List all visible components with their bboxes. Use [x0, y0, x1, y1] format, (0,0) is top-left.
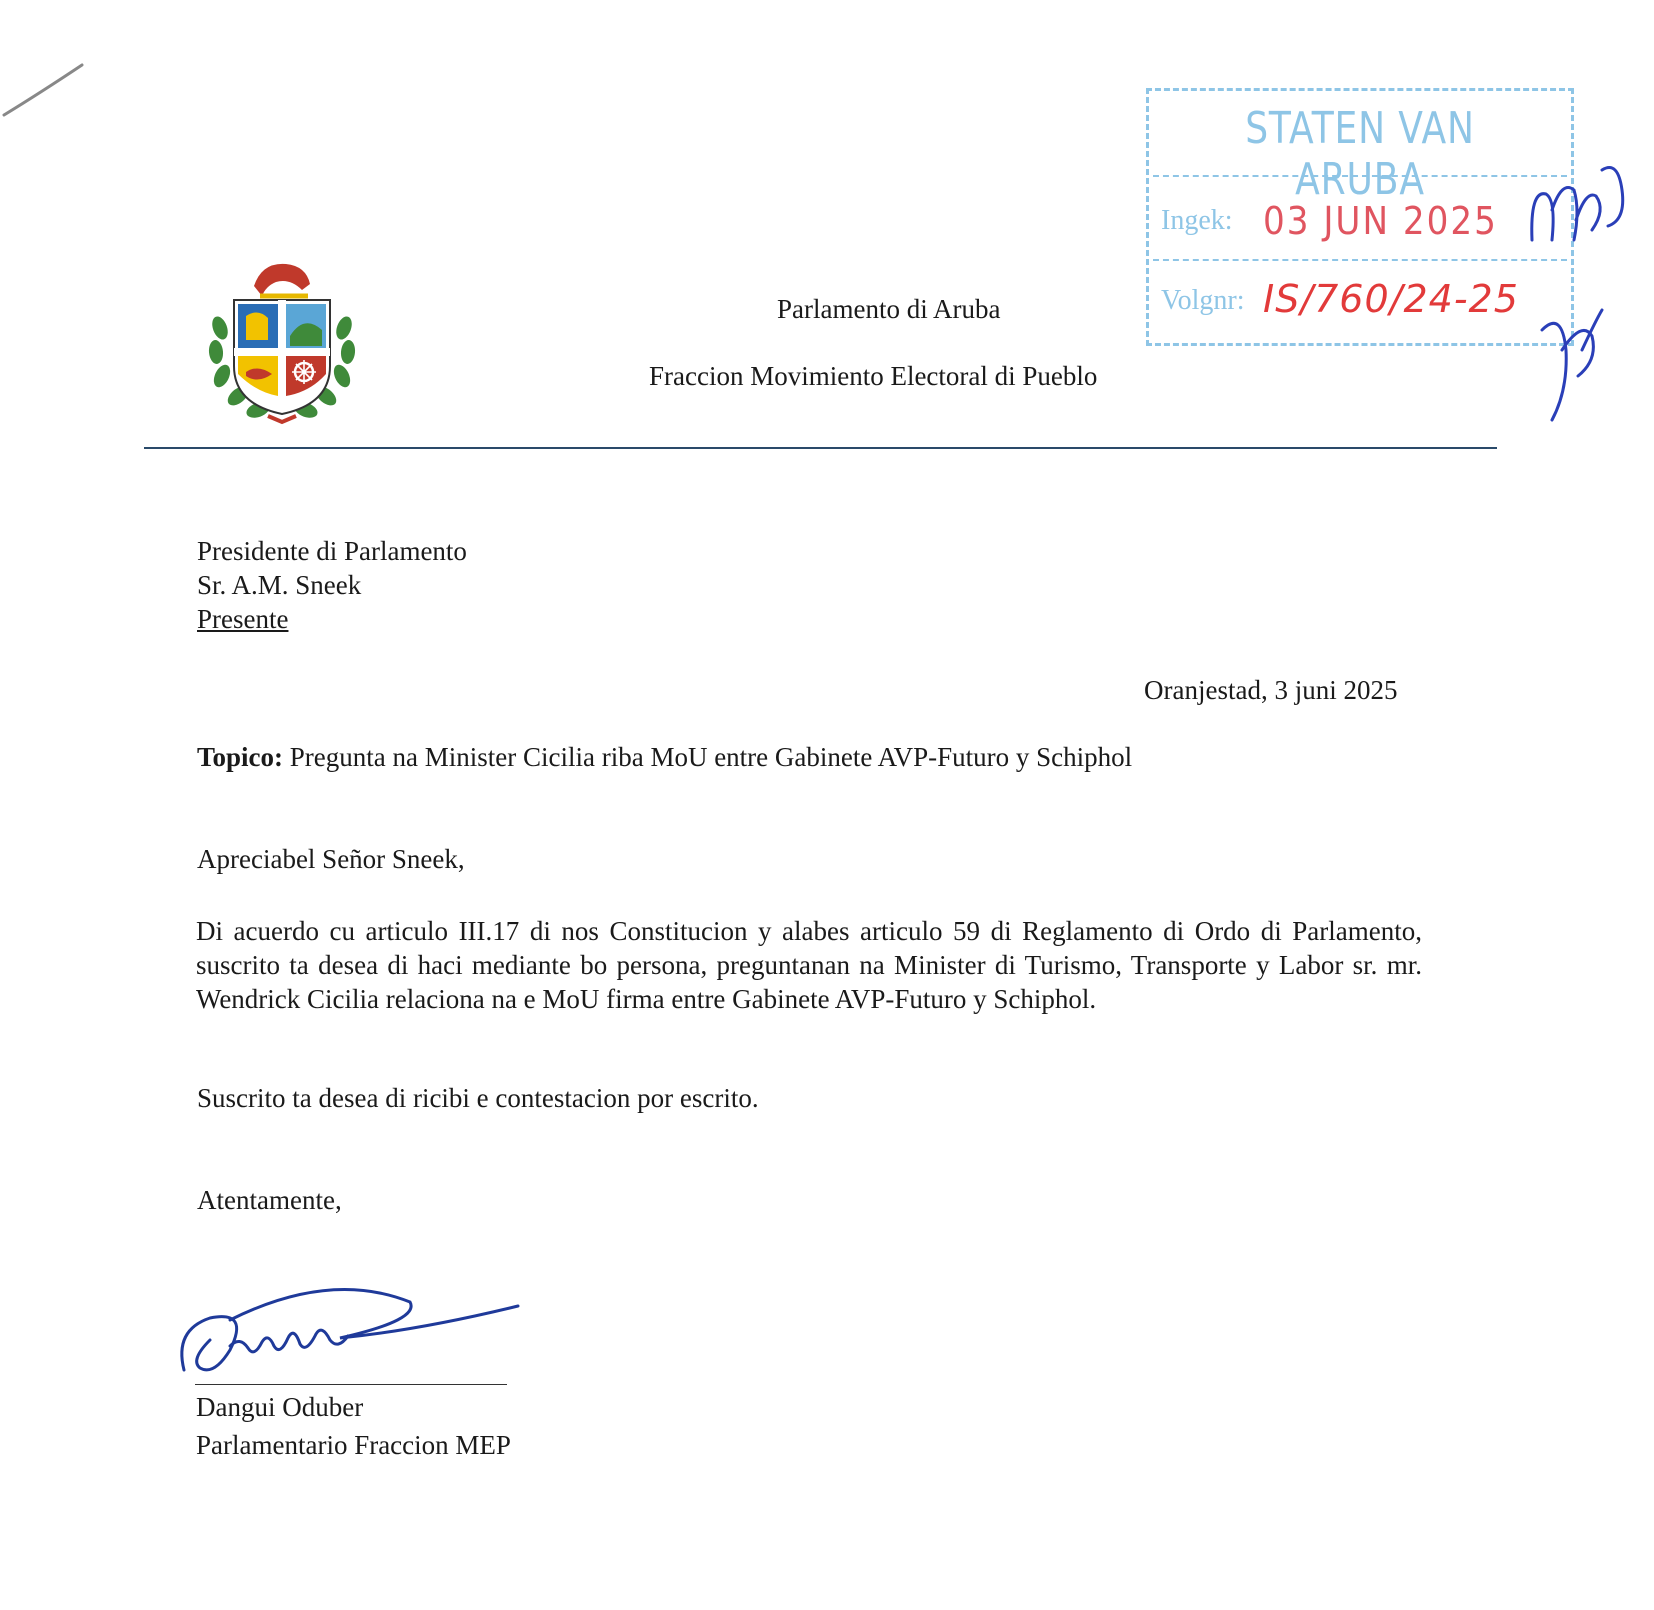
topic-label: Topico:: [197, 742, 284, 772]
closing: Atentamente,: [197, 1185, 342, 1215]
header-rule: [144, 447, 1497, 449]
stamp-title: STATEN VAN ARUBA: [1245, 103, 1475, 205]
topic-text: Pregunta na Minister Cicilia riba MoU entre Gabinete AVP-Futuro y Schiphol: [289, 742, 1133, 772]
handwritten-initials: [1522, 150, 1642, 440]
addressee-line2: Sr. A.M. Sneek: [197, 570, 362, 600]
body-paragraph-2: Suscrito ta desea di ricibi e contestacion por escrito.: [197, 1083, 759, 1113]
pen-mark: [0, 55, 90, 125]
addressee-line3: Presente: [197, 604, 289, 634]
stamp-volgnr-label: Volgnr:: [1161, 285, 1245, 316]
stamp-number: IS/760/24-25: [1263, 277, 1519, 321]
parliament-name: Parlamento di Aruba: [777, 294, 1001, 324]
fraction-name: Fraccion Movimiento Electoral di Pueblo: [649, 361, 1098, 391]
coat-of-arms-icon: [206, 256, 358, 428]
signer-name: Dangui Oduber: [196, 1392, 364, 1422]
place-date: Oranjestad, 3 juni 2025: [1144, 675, 1398, 705]
topic-line: [197, 740, 1132, 774]
handwritten-signature: [170, 1280, 530, 1390]
signature-line: [195, 1384, 507, 1385]
signer-title: Parlamentario Fraccion MEP: [196, 1430, 511, 1460]
stamp-ingek-label: Ingek:: [1161, 205, 1233, 236]
stamp-date: 03 JUN 2025: [1263, 199, 1498, 243]
salutation: Apreciabel Señor Sneek,: [197, 844, 465, 874]
received-stamp: [1146, 88, 1574, 346]
body-paragraph-1: Di acuerdo cu articulo III.17 di nos Constitucion y alabes articulo 59 di Reglamento di Ordo di Parlamento, suscrito ta desea di haci mediante bo persona, preguntanan na Minister di Turismo, Transporte y Labor sr. mr. Wendrick Cicilia relaciona na e MoU firma entre Gabinete AVP-Futuro y Schiphol.: [196, 916, 1422, 1014]
addressee-line1: Presidente di Parlamento: [197, 536, 467, 566]
